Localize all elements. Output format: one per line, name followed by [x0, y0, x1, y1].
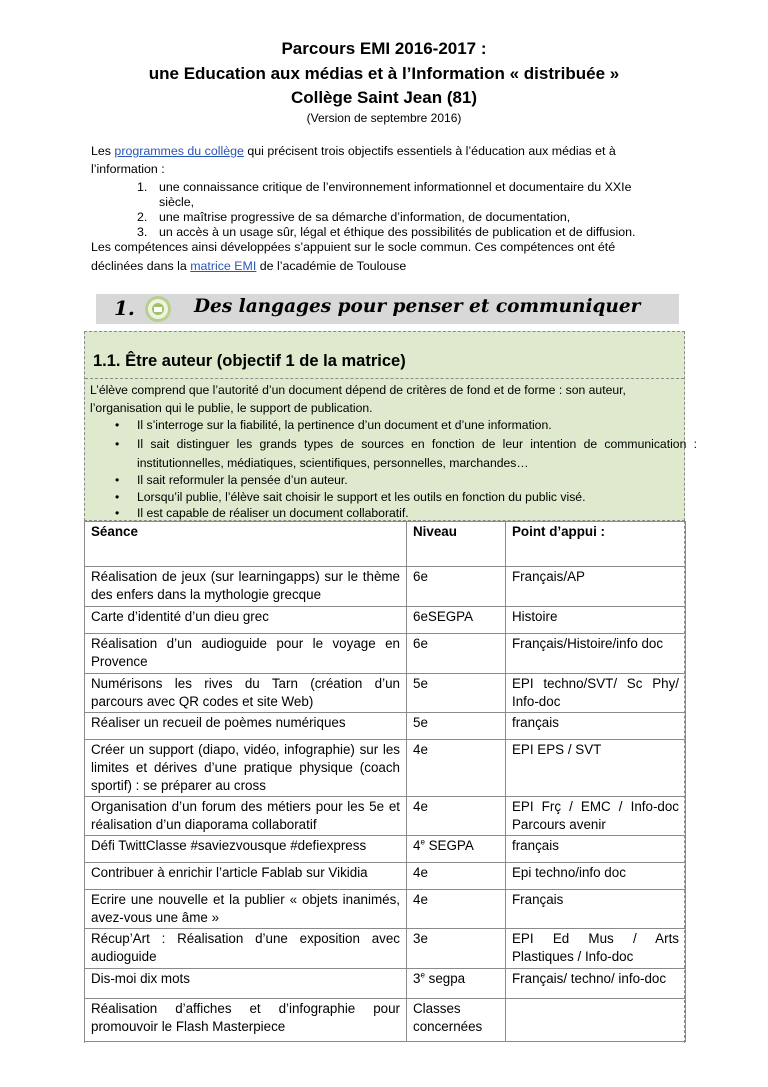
- cell-appui: [506, 999, 686, 1042]
- subsection-desc-line1: L’élève comprend que l’autorité d’un document dépend de critères de fond et de forme : son auteur,: [90, 383, 626, 397]
- cell-seance: Contribuer à enrichir l’article Fablab sur Vikidia: [85, 863, 407, 890]
- niveau-superscript: e: [420, 970, 425, 980]
- bullet-dot: •: [115, 437, 120, 451]
- subsection-desc-line2: l’organisation qui le publie, le support de publication.: [90, 401, 373, 415]
- cell-seance: Carte d’identité d’un dieu grec: [85, 607, 407, 634]
- cell-appui: EPI Frç / EMC / Info-doc Parcours avenir: [506, 797, 686, 836]
- cell-niveau: [407, 836, 506, 863]
- competences-line1: Les compétences ainsi développées s’appuient sur le socle commun. Ces compétences ont été: [91, 240, 616, 254]
- table-row: [85, 863, 686, 890]
- niveau-text: 4e: [413, 865, 428, 880]
- table-row: [85, 634, 686, 674]
- cell-appui: Histoire: [506, 607, 686, 634]
- matrice-emi-link[interactable]: matrice EMI: [190, 259, 257, 273]
- cell-niveau: [407, 797, 506, 836]
- doc-title-line1: Parcours EMI 2016-2017 :: [281, 39, 487, 58]
- niveau-text: 4e: [413, 799, 428, 814]
- header-appui: Point d’appui :: [506, 522, 686, 567]
- cell-seance: Réalisation d’affiches et d’infographie pour promouvoir le Flash Masterpiece: [85, 999, 407, 1042]
- niveau-suffix: SEGPA: [424, 838, 474, 853]
- sessions-table: [84, 521, 686, 1042]
- table-row: [85, 890, 686, 929]
- table-row: [85, 740, 686, 797]
- competence-bullet: [115, 472, 685, 488]
- bullet-text: Il est capable de réaliser un document collaboratif.: [137, 506, 409, 520]
- objective-text: une maîtrise progressive de sa démarche d’information, de documentation,: [159, 210, 571, 224]
- objective-text: une connaissance critique de l’environnement informationnel et documentaire du XXIe: [159, 180, 632, 194]
- objective-box: [84, 331, 697, 521]
- cell-niveau: [407, 634, 506, 674]
- competence-bullet: [115, 505, 685, 521]
- niveau-text: 5e: [413, 715, 428, 730]
- niveau-text: 5e: [413, 676, 428, 691]
- header-niveau: Niveau: [407, 522, 506, 567]
- cell-appui: EPI techno/SVT/ Sc Phy/ Info-doc: [506, 674, 686, 713]
- section-title: Des langages pour penser et communiquer: [194, 296, 641, 317]
- intro-line2: l’information :: [91, 162, 165, 176]
- cell-seance: Numérisons les rives du Tarn (création d’un parcours avec QR codes et site Web): [85, 674, 407, 713]
- niveau-text: 3e: [413, 931, 428, 946]
- cell-seance: Récup’Art : Réalisation d’une exposition avec audioguide: [85, 929, 407, 969]
- cell-niveau: [407, 969, 506, 999]
- cell-seance: Organisation d’un forum des métiers pour les 5e et réalisation d’un diaporama collaboratif: [85, 797, 407, 836]
- table-row: [85, 797, 686, 836]
- niveau-text: 3: [413, 971, 421, 986]
- bullet-dot: •: [115, 473, 120, 487]
- emi-logo-icon: [144, 295, 172, 323]
- bullet-text: Lorsqu’il publie, l’élève sait choisir le support et les outils en fonction du public visé.: [137, 490, 586, 504]
- cell-seance: Créer un support (diapo, vidéo, infographie) sur les limites et dérives d’une pratique physique (coach sportif) : se préparer au cross: [85, 740, 407, 797]
- niveau-text: Classes concernées: [413, 1001, 483, 1034]
- cell-niveau: [407, 567, 506, 607]
- niveau-text: 4e: [413, 892, 428, 907]
- cell-appui: Epi techno/info doc: [506, 863, 686, 890]
- bullet-dot: •: [115, 418, 120, 432]
- cell-appui: EPI Ed Mus / Arts Plastiques / Info-doc: [506, 929, 686, 969]
- table-row: [85, 567, 686, 607]
- doc-title-line2: une Education aux médias et à l’Information « distribuée »: [148, 64, 620, 83]
- cell-seance: Réalisation de jeux (sur learningapps) sur le thème des enfers dans la mythologie grecque: [85, 567, 407, 607]
- niveau-text: 6e: [413, 636, 428, 651]
- box-divider: [85, 378, 684, 379]
- programmes-link[interactable]: programmes du collège: [114, 144, 244, 158]
- intro-paragraph: [91, 142, 691, 161]
- objective-item: [137, 210, 697, 225]
- doc-title-line3: Collège Saint Jean (81): [290, 88, 478, 107]
- intro-text-before: Les: [91, 144, 115, 158]
- cell-appui: Français/ techno/ info-doc: [506, 969, 686, 999]
- table-row: [85, 999, 686, 1042]
- niveau-superscript: e: [420, 837, 425, 847]
- table-row: [85, 929, 686, 969]
- objective-number: 3.: [137, 225, 148, 239]
- cell-niveau: [407, 863, 506, 890]
- table-row: [85, 836, 686, 863]
- competences-line2: [91, 257, 691, 276]
- table-header-row: [85, 522, 686, 567]
- cell-appui: Français/Histoire/info doc: [506, 634, 686, 674]
- objective-number: 1.: [137, 180, 148, 194]
- table-row: [85, 713, 686, 740]
- cell-niveau: [407, 999, 506, 1042]
- cell-niveau: [407, 674, 506, 713]
- table-body: [85, 567, 686, 1042]
- competence-bullet: [115, 436, 697, 472]
- competence-bullet: [115, 489, 685, 505]
- cell-seance: Réalisation d’un audioguide pour le voyage en Provence: [85, 634, 407, 674]
- cell-appui: français: [506, 713, 686, 740]
- objective-text-cont: siècle,: [159, 195, 195, 209]
- table-row: [85, 607, 686, 634]
- niveau-suffix: segpa: [424, 971, 466, 986]
- table-row: [85, 969, 686, 999]
- competences-text-before: déclinées dans la: [91, 259, 191, 273]
- cell-appui: français: [506, 836, 686, 863]
- cell-seance: Défi TwittClasse #saviezvousque #defiexpress: [85, 836, 407, 863]
- doc-version: (Version de septembre 2016): [306, 111, 462, 125]
- competence-bullet: [115, 417, 685, 433]
- cell-appui: EPI EPS / SVT: [506, 740, 686, 797]
- subsection-heading: 1.1. Être auteur (objectif 1 de la matrice): [93, 352, 406, 370]
- objective-text: un accès à un usage sûr, légal et éthique des possibilités de publication et de diffusion.: [159, 225, 636, 239]
- bullet-text: Il sait distinguer les grands types de sources en fonction de leur intention de communication :: [137, 437, 697, 451]
- bullet-dot: •: [115, 490, 120, 504]
- cell-seance: Dis-moi dix mots: [85, 969, 407, 999]
- cell-appui: Français/AP: [506, 567, 686, 607]
- header-seance: Séance: [85, 522, 407, 567]
- section-heading-bar: [96, 294, 679, 324]
- cell-niveau: [407, 607, 506, 634]
- objective-item: [137, 180, 697, 210]
- niveau-text: 4: [413, 838, 421, 853]
- bullet-text-cont: institutionnelles, médiatiques, scientifiques, personnelles, marchandes…: [137, 456, 529, 470]
- niveau-text: 6e: [413, 569, 428, 584]
- table-row: [85, 674, 686, 713]
- section-number: 1.: [114, 296, 135, 320]
- competences-text-after: de l’académie de Toulouse: [256, 259, 407, 273]
- objective-number: 2.: [137, 210, 148, 224]
- bullet-text: Il sait reformuler la pensée d’un auteur.: [137, 473, 348, 487]
- cell-seance: Ecrire une nouvelle et la publier « objets inanimés, avez-vous une âme »: [85, 890, 407, 929]
- cell-seance: Réaliser un recueil de poèmes numériques: [85, 713, 407, 740]
- niveau-text: 6eSEGPA: [413, 609, 474, 624]
- bullet-dot: •: [115, 506, 120, 520]
- bullet-text: Il s’interroge sur la fiabilité, la pertinence d’un document et d’une information.: [137, 418, 552, 432]
- cell-niveau: [407, 929, 506, 969]
- cell-niveau: [407, 713, 506, 740]
- cell-appui: Français: [506, 890, 686, 929]
- niveau-text: 4e: [413, 742, 428, 757]
- cell-niveau: [407, 890, 506, 929]
- intro-text-after: qui précisent trois objectifs essentiels à l’éducation aux médias et à: [243, 144, 616, 158]
- cell-niveau: [407, 740, 506, 797]
